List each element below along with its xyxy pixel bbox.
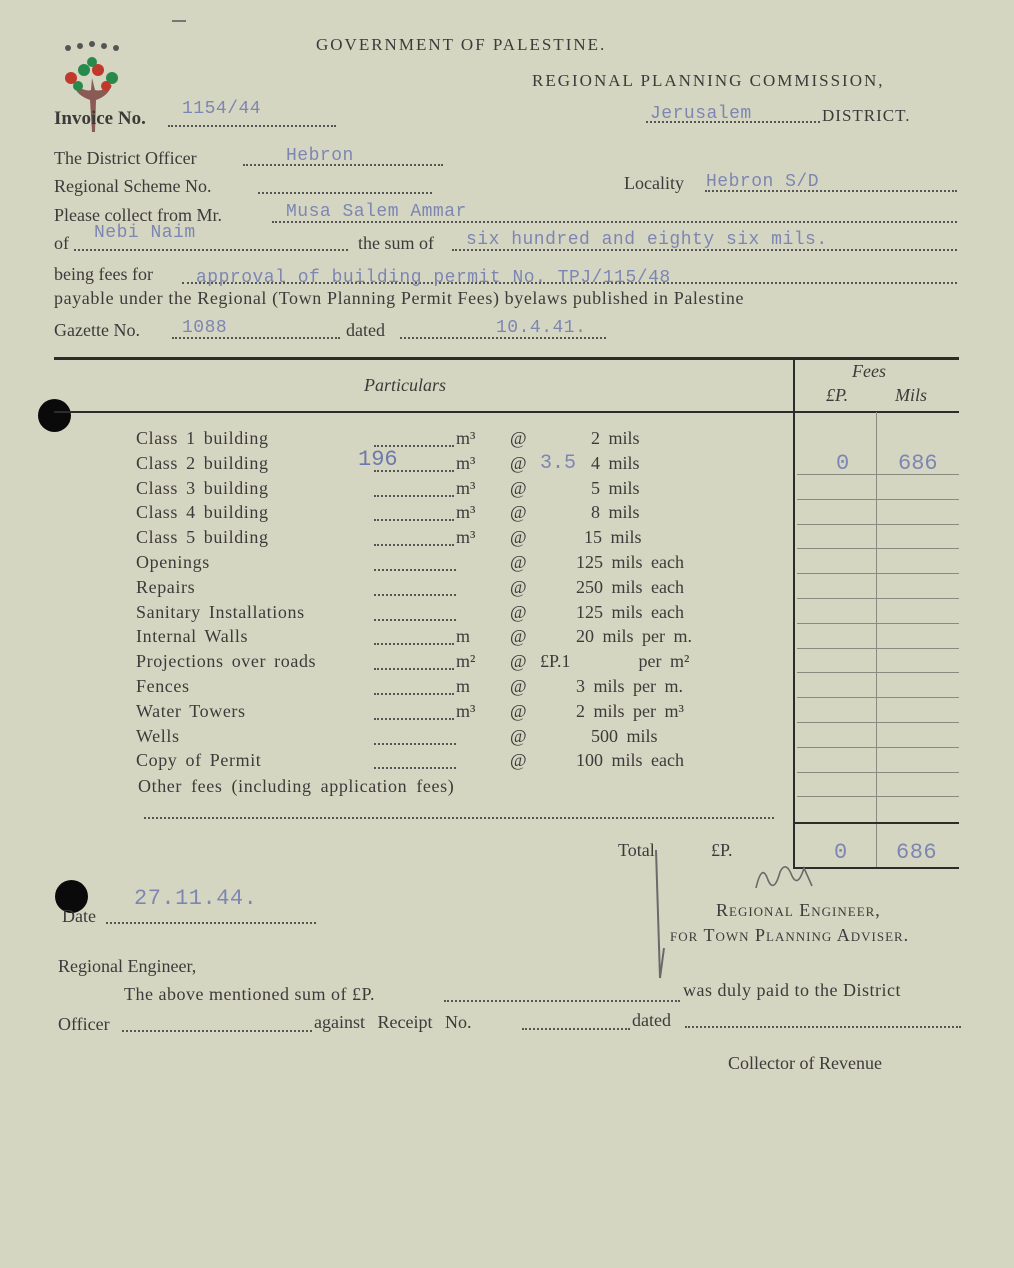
fee-row-rule (797, 747, 959, 748)
fee-row-rate: 20 mils per m. (576, 626, 692, 646)
date-label: Date (62, 906, 96, 926)
fee-row-unit: m³ (456, 502, 476, 522)
fee-row-rule (797, 598, 959, 599)
fee-row-name: Internal Walls (136, 626, 249, 646)
gazette-dated-label: dated (346, 320, 385, 340)
pound-header: £P. (826, 385, 849, 405)
fee-row-rate-handwritten: 3.5 (540, 452, 577, 475)
receipt-line2-c: dated (632, 1010, 671, 1030)
date-dots (106, 922, 316, 924)
gazette-number: 1088 (182, 318, 228, 338)
fee-row-at: @ (510, 602, 527, 622)
table-top-rule (54, 357, 959, 360)
gazette-label: Gazette No. (54, 320, 140, 340)
fee-row-rate: 100 mils each (576, 750, 684, 770)
fees-split-rule (876, 412, 877, 868)
fee-row-rule (797, 499, 959, 500)
receipt-sum-dots (444, 1000, 680, 1002)
fee-row-rule (797, 672, 959, 673)
fee-row-name: Sanitary Installations (136, 602, 305, 622)
receipt-salutation: Regional Engineer, (58, 956, 197, 976)
district-label: DISTRICT. (822, 106, 911, 125)
receipt-line2-b: against Receipt No. (314, 1012, 472, 1032)
table-header-rule (54, 411, 959, 413)
locality-label: Locality (624, 173, 684, 193)
total-currency: £P. (711, 840, 733, 860)
fee-row-at: @ (510, 750, 527, 770)
fee-row-name: Wells (136, 726, 180, 746)
fee-row-rate: 5 mils (591, 478, 640, 498)
fee-row-name: Repairs (136, 577, 196, 597)
fee-row-name: Class 1 building (136, 428, 269, 448)
fee-row-qty-dots (374, 569, 456, 571)
of-label: of (54, 233, 69, 253)
fee-row-at: @ (510, 453, 527, 473)
fee-row-unit: m³ (456, 453, 476, 473)
of-dots (74, 249, 348, 251)
fee-row-at: @ (510, 577, 527, 597)
fee-row-at: @ (510, 676, 527, 696)
fee-row-rule (797, 772, 959, 773)
fee-row-rule (797, 524, 959, 525)
of-value: Nebi Naim (94, 223, 196, 243)
fee-row-name: Class 2 building (136, 453, 269, 473)
district-officer-label: The District Officer (54, 148, 197, 168)
receipt-number-dots (522, 1028, 630, 1030)
fee-row-rate: 2 mils per m³ (576, 701, 684, 721)
other-fees: Other fees (including application fees) (138, 776, 455, 796)
invoice-dots (168, 125, 336, 127)
fee-row-unit: m (456, 626, 471, 646)
fee-row-rate: £P.1 per m² (540, 651, 690, 671)
fee-row-qty-dots (374, 718, 454, 720)
fees-for-label: being fees for (54, 264, 153, 284)
mils-header: Mils (895, 385, 928, 405)
fee-row-qty-dots (374, 767, 456, 769)
receipt-dated-dots (685, 1026, 961, 1028)
receipt-officer-dots (122, 1030, 312, 1032)
fee-row-quantity: 196 (358, 447, 398, 472)
fee-row-unit: m² (456, 651, 476, 671)
fee-row-name: Copy of Permit (136, 750, 262, 770)
fee-row-qty-dots (374, 519, 454, 521)
fee-row-rate: 15 mils (584, 527, 642, 547)
pencil-check-mark (648, 848, 678, 993)
signature-line2: for Town Planning Adviser. (670, 925, 910, 945)
fee-row-name: Openings (136, 552, 210, 572)
fee-row-name: Class 5 building (136, 527, 269, 547)
sum-value: six hundred and eighty six mils. (466, 230, 828, 250)
fee-row-qty-dots (374, 544, 454, 546)
fee-row-rule (797, 648, 959, 649)
fees-for-value: approval of building permit No. TPJ/115/48 (196, 268, 671, 288)
punch-hole-top (38, 399, 71, 432)
government-heading: GOVERNMENT OF PALESTINE. (316, 35, 607, 54)
fee-row-rule (797, 573, 959, 574)
receipt-line2-a: Officer (58, 1014, 110, 1034)
fee-row-unit: m³ (456, 701, 476, 721)
fee-row-rate: 4 mils (591, 453, 640, 473)
fee-row-at: @ (510, 651, 527, 671)
fee-row-rate: 125 mils each (576, 602, 684, 622)
collect-from-label: Please collect from Mr. (54, 205, 222, 225)
fee-row-rate: 3 mils per m. (576, 676, 683, 696)
fee-row-name: Fences (136, 676, 190, 696)
fee-row-unit: m³ (456, 527, 476, 547)
fee-row-at: @ (510, 478, 527, 498)
other-fees-dots (144, 817, 774, 819)
fee-row-qty-dots (374, 495, 454, 497)
locality-value: Hebron S/D (706, 172, 820, 192)
regional-scheme-dots (258, 192, 432, 194)
gazette-dated-value: 10.4.41. (496, 318, 587, 338)
invoice-label: Invoice No. (54, 108, 146, 129)
fee-row-rule (797, 796, 959, 797)
date-value: 27.11.44. (134, 886, 258, 911)
fee-row-rate: 2 mils (591, 428, 640, 448)
fee-row-qty-dots (374, 668, 454, 670)
fee-row-unit: m (456, 676, 471, 696)
fee-row-at: @ (510, 527, 527, 547)
fee-row-at: @ (510, 726, 527, 746)
invoice-number: 1154/44 (182, 99, 262, 119)
fee-row-at: @ (510, 552, 527, 572)
fee-row-rate: 500 mils (591, 726, 658, 746)
fee-row-at: @ (510, 626, 527, 646)
total-mils: 686 (896, 840, 938, 865)
fee-row-pounds: 0 (836, 451, 850, 476)
fee-row-at: @ (510, 701, 527, 721)
fee-row-qty-dots (374, 619, 456, 621)
fee-row-rate: 125 mils each (576, 552, 684, 572)
district-value: Jerusalem (650, 104, 752, 124)
fee-row-name: Class 3 building (136, 478, 269, 498)
collect-from-value: Musa Salem Ammar (286, 202, 467, 222)
fee-row-qty-dots (374, 643, 454, 645)
signature-line1: Regional Engineer, (716, 900, 881, 920)
fee-row-rule (797, 623, 959, 624)
fee-row-qty-dots (374, 693, 454, 695)
fee-row-rule (797, 548, 959, 549)
fee-row-unit: m³ (456, 478, 476, 498)
total-box-top (795, 822, 959, 824)
fees-header: Fees (852, 361, 886, 381)
top-mark (172, 20, 186, 22)
fee-row-name: Water Towers (136, 701, 246, 721)
fees-column-rule (793, 357, 795, 869)
fee-row-name: Projections over roads (136, 651, 317, 671)
fee-row-name: Class 4 building (136, 502, 269, 522)
fee-row-at: @ (510, 502, 527, 522)
fee-row-unit: m³ (456, 428, 476, 448)
fee-row-qty-dots (374, 594, 456, 596)
commission-heading: REGIONAL PLANNING COMMISSION, (532, 71, 885, 90)
fee-row-rate: 250 mils each (576, 577, 684, 597)
payable-text: payable under the Regional (Town Planning Permit Fees) byelaws published in Palestine (54, 288, 745, 308)
district-officer-value: Hebron (286, 146, 354, 166)
receipt-line1-a: The above mentioned sum of £P. (124, 984, 375, 1004)
total-label: Total (618, 840, 655, 860)
sum-label: the sum of (358, 233, 434, 253)
signature-mark (752, 858, 822, 903)
particulars-header: Particulars (364, 375, 447, 395)
fee-row-rule (797, 722, 959, 723)
fee-row-qty-dots (374, 743, 456, 745)
collector-of-revenue: Collector of Revenue (728, 1053, 882, 1073)
total-pounds: 0 (834, 840, 848, 865)
fee-row-rule (797, 697, 959, 698)
fee-row-rate: 8 mils (591, 502, 640, 522)
fee-row-mils: 686 (898, 451, 938, 476)
receipt-line1-b: was duly paid to the District (683, 980, 901, 1000)
fee-row-at: @ (510, 428, 527, 448)
regional-scheme-label: Regional Scheme No. (54, 176, 212, 196)
